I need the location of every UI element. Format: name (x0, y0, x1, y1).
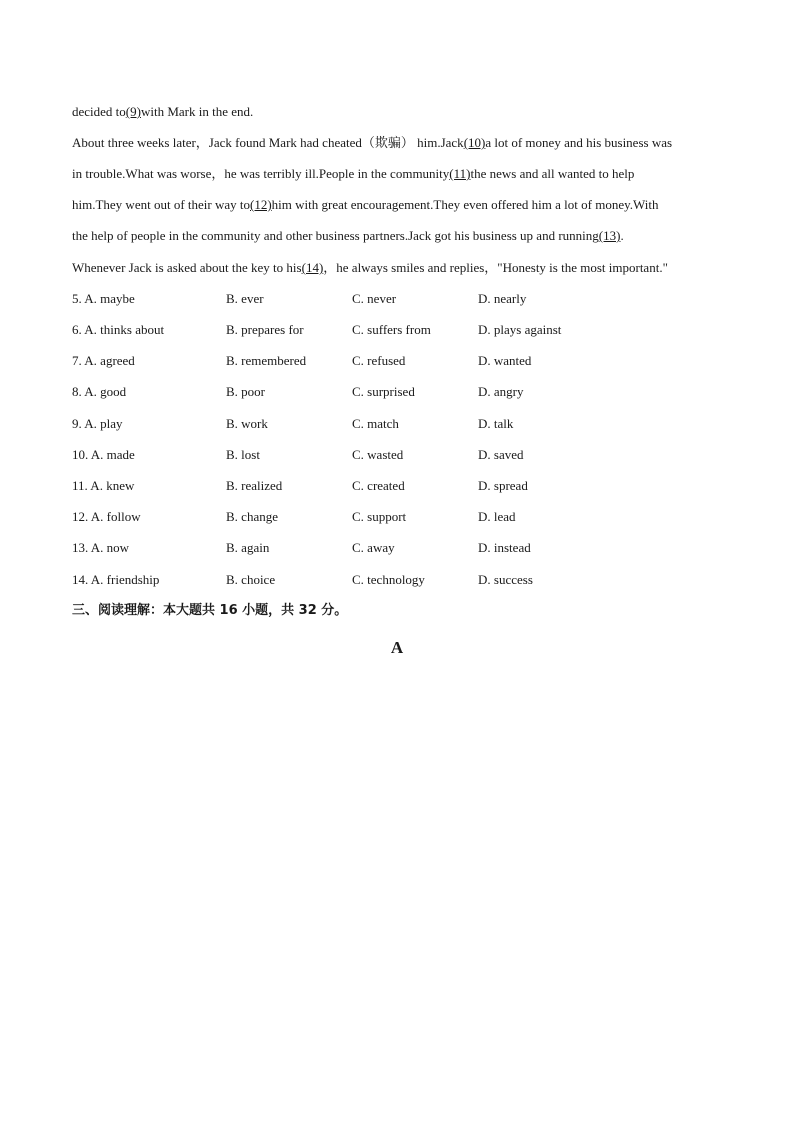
option-b: B. again (226, 540, 270, 555)
option-d: D. plays against (478, 322, 562, 337)
option-c: C. suffers from (352, 322, 431, 337)
option-c: C. match (352, 416, 399, 431)
passage-line-2 (72, 134, 732, 152)
passage-line-4 (72, 196, 732, 214)
passage-text: a lot of money and his business was (485, 135, 673, 150)
blank-marker: (13) (598, 228, 621, 243)
passage-text: . (620, 228, 624, 243)
passage-line-6 (72, 259, 732, 277)
option-b: B. prepares for (226, 322, 304, 337)
section-heading: 三、阅读理解：本大题共 16 小题，共 32 分。 (72, 603, 348, 618)
option-b: B. choice (226, 572, 276, 587)
passage-text: Whenever Jack is asked about the key to his (72, 260, 302, 275)
option-d: D. success (478, 572, 533, 587)
option-b: B. ever (226, 291, 264, 306)
option-a: 8. A. good (72, 384, 127, 399)
passage-text: the news and all wanted to help (470, 166, 635, 181)
option-c: C. never (352, 291, 397, 306)
option-d: D. wanted (478, 353, 532, 368)
option-b: B. remembered (226, 353, 307, 368)
passage-line-5 (72, 227, 732, 245)
option-b: B. realized (226, 478, 283, 493)
blank-marker: (12) (250, 197, 272, 212)
option-c: C. wasted (352, 447, 404, 462)
option-a: 11. A. knew (72, 478, 135, 493)
option-d: D. instead (478, 540, 531, 555)
passage-text: with Mark in the end. (140, 104, 254, 119)
option-b: B. change (226, 509, 278, 524)
option-a: 9. A. play (72, 416, 123, 431)
option-b: B. lost (226, 447, 260, 462)
blank-marker: (9) (125, 104, 141, 119)
option-b: B. poor (226, 384, 265, 399)
passage-subheading: A (390, 638, 404, 657)
option-d: D. talk (478, 416, 514, 431)
passage-text: him.They went out of their way to (72, 197, 250, 212)
option-d: D. spread (478, 478, 528, 493)
option-c: C. created (352, 478, 405, 493)
option-a: 14. A. friendship (72, 572, 160, 587)
option-a: 12. A. follow (72, 509, 141, 524)
passage-line-1 (72, 103, 732, 121)
option-d: D. nearly (478, 291, 527, 306)
blank-marker: (14) (301, 260, 324, 275)
passage-text: About three weeks later，Jack found Mark had cheated（欺骗） him.Jack (72, 135, 464, 150)
passage-text: in trouble.What was worse，he was terribly ill.People in the community (72, 166, 450, 181)
passage-text: the help of people in the community and other business partners.Jack got his business up and running (72, 228, 599, 243)
option-d: D. saved (478, 447, 524, 462)
option-a: 6. A. thinks about (72, 322, 165, 337)
option-d: D. angry (478, 384, 524, 399)
option-b: B. work (226, 416, 268, 431)
option-a: 5. A. maybe (72, 291, 135, 306)
blank-marker: (11) (449, 166, 471, 181)
option-a: 13. A. now (72, 540, 130, 555)
blank-marker: (10) (463, 135, 486, 150)
passage-text: ，he always smiles and replies，"Honesty is the most important." (323, 260, 668, 275)
option-c: C. away (352, 540, 395, 555)
passage-text: him with great encouragement.They even offered him a lot of money.With (271, 197, 659, 212)
option-a: 7. A. agreed (72, 353, 135, 368)
option-a: 10. A. made (72, 447, 135, 462)
option-d: D. lead (478, 509, 516, 524)
option-c: C. refused (352, 353, 406, 368)
option-c: C. surprised (352, 384, 415, 399)
passage-text: decided to (72, 104, 126, 119)
passage-line-3 (72, 165, 732, 183)
option-c: C. support (352, 509, 407, 524)
option-c: C. technology (352, 572, 425, 587)
